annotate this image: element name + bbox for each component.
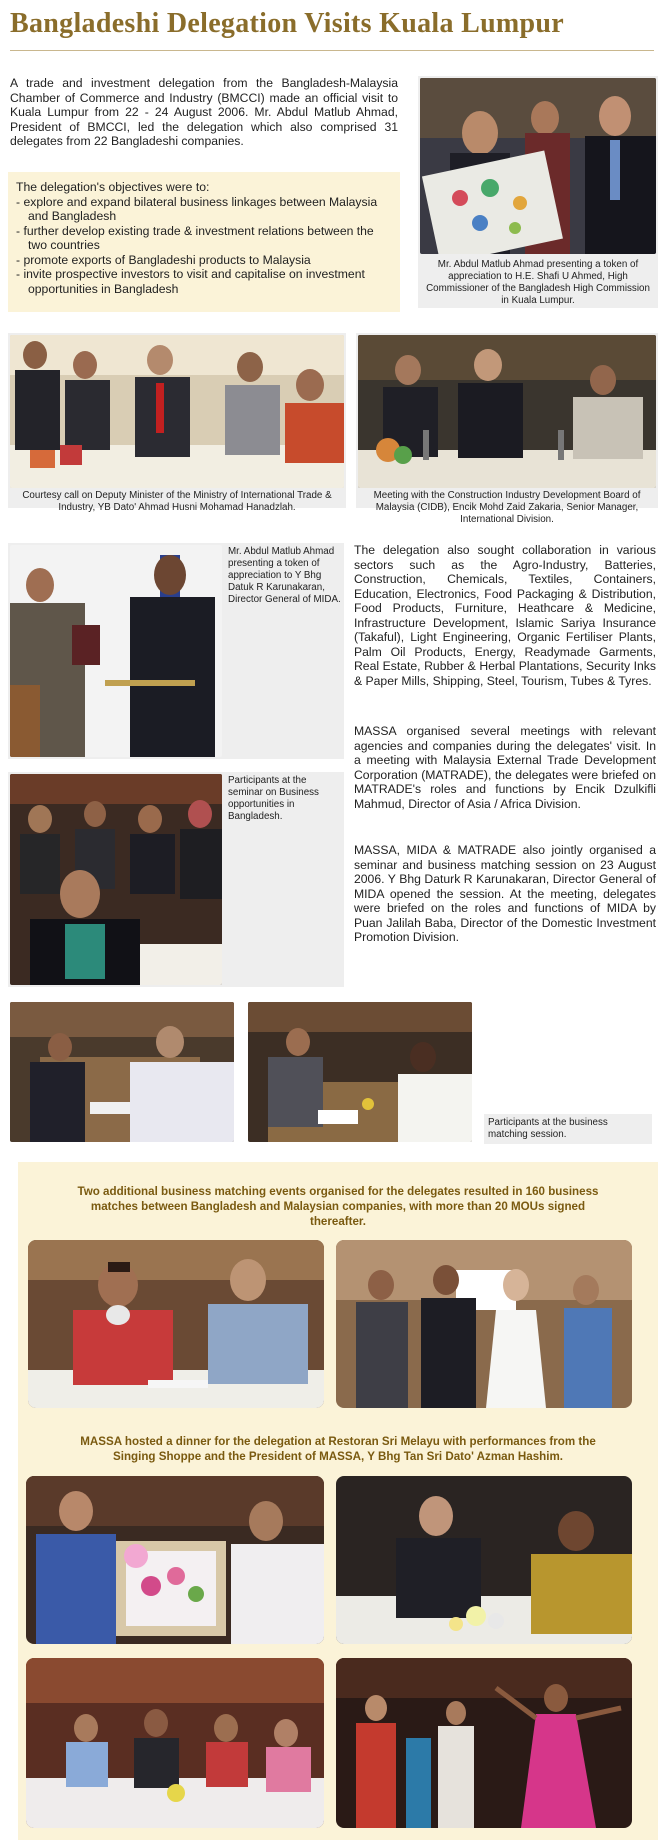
photo-matching-event-2 (336, 1240, 632, 1408)
photo-business-matching-1 (10, 1002, 234, 1142)
caption-seminar: Participants at the seminar on Business opportunities in Bangladesh. (228, 775, 319, 822)
objective-item: - invite prospective investors to visit and capitalise on investment opportunities in Bangladesh (16, 267, 365, 296)
caption-cidb-meeting: Meeting with the Construction Industry Development Board of Malaysia (CIDB), Encik Mohd Zaid Zakaria, Senior Manager, International Division. (373, 490, 641, 525)
photo-dinner-gift (26, 1476, 324, 1644)
body-paragraph-sectors: The delegation also sought collaboration in various sectors such as the Agro-Industry, Batteries, Construction, Chemicals, Textiles, Containers, Education, Electronics, Food Packaging & Distribution, Food Products, Furniture, Heathcare & Medicine, Infrastructure Development, Islamic Sariya Insurance (Takaful), Light Engineering, Organic Fertiliser Plants, Palm Oil Products, Energy, Readymade Garments, Real Estate, Rubber & Herbal Plantations, Security Inks & Paper Mills, Shipping, Steel, Tourism, Tubes & Tyres. (354, 543, 656, 688)
photo-seminar (10, 774, 222, 985)
objectives-list (16, 195, 392, 297)
page-title: Bangladeshi Delegation Visits Kuala Lumpur (10, 8, 654, 51)
caption-token-high-commissioner: Mr. Abdul Matlub Ahmad presenting a token of appreciation to H.E. Shafi U Ahmed, High Commissioner of the Bangladesh High Commission in Kuala Lumpur. (426, 259, 650, 306)
photo-matching-event-1 (28, 1240, 324, 1408)
photo-dinner-tables (26, 1658, 324, 1828)
photo-mida-token (10, 545, 222, 757)
objective-item: - further develop existing trade & investment relations between the two countries (16, 223, 374, 252)
headline-dinner: MASSA hosted a dinner for the delegation at Restoran Sri Melayu with performances from the Singing Shoppe and the President of MASSA, Y Bhg Tan Sri Dato' Azman Hashim. (80, 1435, 596, 1463)
photo-business-matching-2 (248, 1002, 472, 1142)
photo-deputy-minister (10, 335, 344, 488)
caption-mida-token: Mr. Abdul Matlub Ahmad presenting a token of appreciation to Y Bhg Datuk R Karunakaran, Director General of MIDA. (228, 546, 341, 605)
objective-item: - promote exports of Bangladeshi products to Malaysia (16, 252, 311, 267)
photo-dinner-performance (336, 1658, 632, 1828)
intro-paragraph: A trade and investment delegation from the Bangladesh-Malaysia Chamber of Commerce and Industry (BMCCI) made an official visit to Kuala Lumpur from 22 - 24 August 2006. Mr. Abdul Matlub Ahmad, President of BMCCI, led the delegation which also comprised 31 delegates from 22 Bangladeshi companies. (10, 76, 398, 148)
photo-token-high-commissioner (420, 78, 656, 254)
photo-cidb-meeting (358, 335, 656, 488)
photo-dinner-guests (336, 1476, 632, 1644)
objectives-box (8, 172, 400, 312)
caption-business-matching: Participants at the business matching session. (484, 1114, 652, 1144)
body-paragraph-matrade: MASSA organised several meetings with relevant agencies and companies during the delegates' visit. In a meeting with Malaysia External Trade Development Corporation (MATRADE), the delegates were briefed on MATRADE's roles and functions by Encik Dzulkifli Mahmud, Director of Asia / Africa Division. (354, 724, 656, 811)
objectives-heading: The delegation's objectives were to: (16, 180, 210, 194)
objective-item: - explore and expand bilateral business linkages between Malaysia and Bangladesh (16, 194, 378, 223)
headline-matching-events: Two additional business matching events organised for the delegates resulted in 160 business matches between Bangladesh and Malaysian companies, with more than 20 MOUs signed thereafter. (77, 1185, 599, 1228)
caption-deputy-minister: Courtesy call on Deputy Minister of the Ministry of International Trade & Industry, YB Dato' Ahmad Husni Mohamad Hanadzlah. (22, 490, 332, 513)
body-paragraph-seminar: MASSA, MIDA & MATRADE also jointly organised a seminar and business matching session on 23 August 2006. Y Bhg Daturk R Karunakaran, Director General of MIDA opened the session. At the meeting, delegates were briefed on the roles and functions of MIDA by Puan Jalilah Baba, Director of the Domestic Investment Promotion Division. (354, 843, 656, 944)
